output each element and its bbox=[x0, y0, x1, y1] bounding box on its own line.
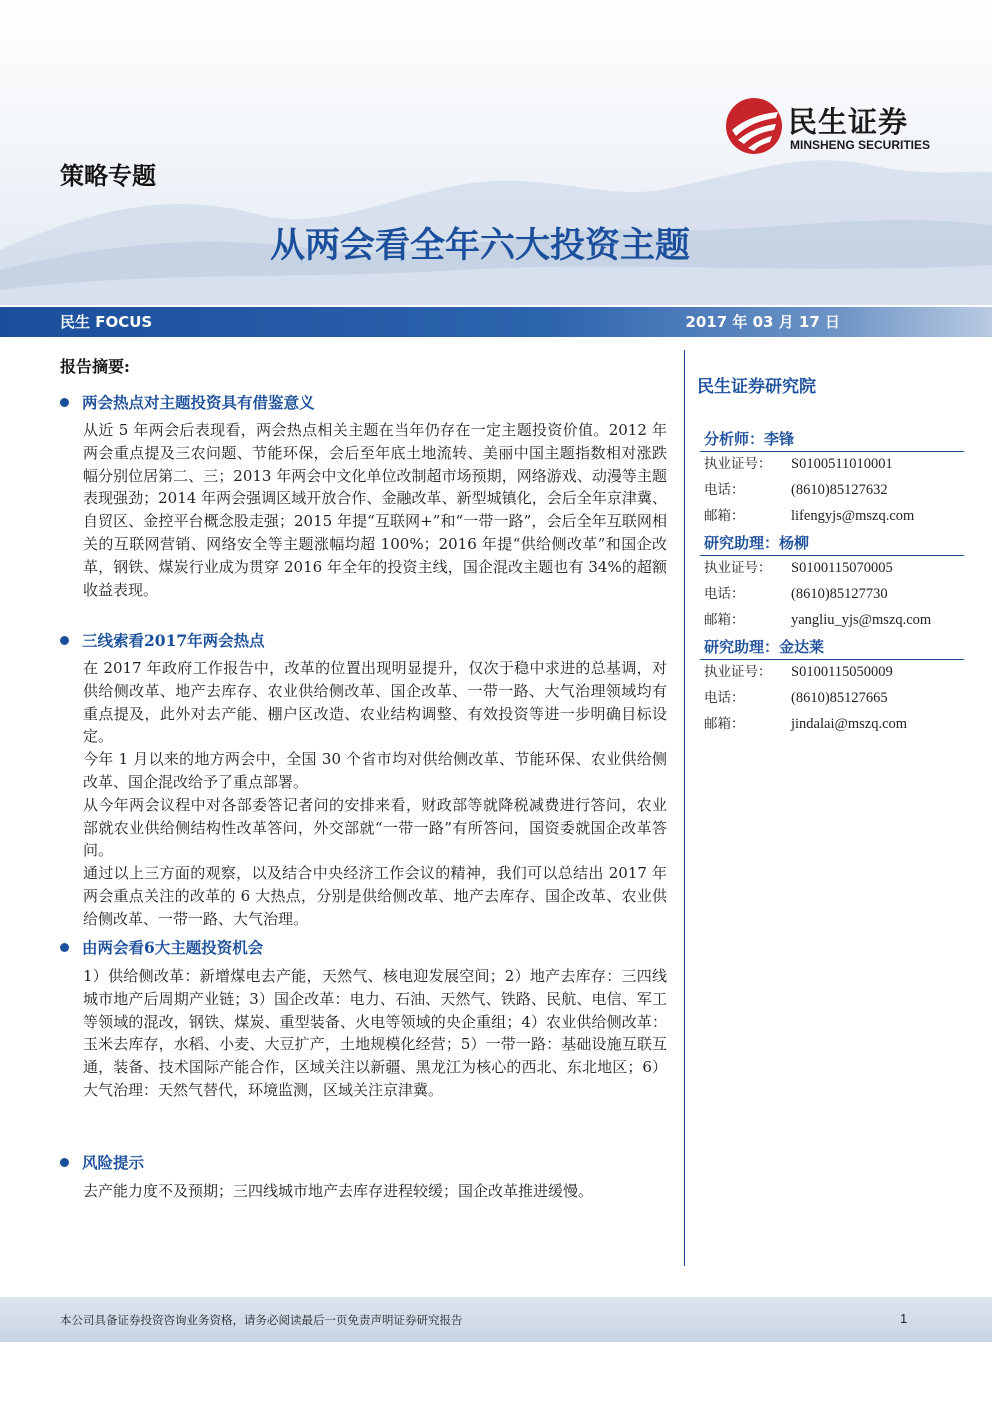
section-heading: 由两会看6大主题投资机会 bbox=[60, 937, 263, 959]
analyst-role: 分析师：李锋 bbox=[700, 428, 964, 452]
focus-label: 民生 FOCUS bbox=[60, 313, 153, 331]
brand-logo bbox=[724, 96, 964, 158]
license-row: 执业证号： S0100115050009 bbox=[704, 664, 893, 680]
analyst-card bbox=[700, 532, 964, 633]
abstract-heading: 报告摘要: bbox=[60, 357, 130, 376]
analyst-role: 研究助理：金达莱 bbox=[700, 636, 964, 660]
section-heading: 两会热点对主题投资具有借鉴意义 bbox=[60, 392, 315, 414]
analyst-card bbox=[700, 428, 964, 529]
research-institute: 民生证券研究院 bbox=[697, 377, 816, 397]
section-body bbox=[83, 657, 667, 931]
email-row[interactable]: 邮箱： lifengyjs@mszq.com bbox=[700, 504, 964, 530]
report-category: 策略专题 bbox=[60, 162, 156, 190]
paragraph: 从今年两会议程中对各部委答记者问的安排来看，财政部等就降税减费进行答问，农业部就农业供给侧结构性改革答问，外交部就“一带一路”有所答问，国资委就国企改革答问。 bbox=[83, 795, 667, 860]
email-row[interactable]: 邮箱： jindalai@mszq.com bbox=[700, 712, 964, 738]
license-row: 执业证号： S0100115070005 bbox=[704, 560, 893, 576]
email-link[interactable]: yangliu_yjs@mszq.com bbox=[791, 611, 932, 628]
logo-emblem-icon bbox=[724, 96, 784, 156]
focus-bar bbox=[0, 307, 992, 337]
phone-row: 电话： (8610)85127632 bbox=[704, 481, 888, 498]
report-title: 从两会看全年六大投资主题 bbox=[269, 226, 690, 266]
phone-row: 电话： (8610)85127730 bbox=[704, 585, 888, 602]
section-body bbox=[83, 1180, 667, 1203]
page-number: 1 bbox=[900, 1311, 908, 1326]
phone-row: 电话： (8610)85127665 bbox=[704, 689, 888, 706]
section-body bbox=[83, 965, 667, 1102]
email-link[interactable]: lifengyjs@mszq.com bbox=[791, 507, 915, 524]
paragraph: 在 2017 年政府工作报告中，改革的位置出现明显提升，仅次于稳中求进的总基调，对供给侧改革、地产去库存、农业供给侧改革、国企改革、一带一路、大气治理领域均有重点提及，此外对去产能、棚户区改造、农业结构调整、有效投资等进一步明确目标设定。 bbox=[83, 659, 667, 746]
analyst-role: 研究助理：杨柳 bbox=[700, 532, 964, 556]
paragraph: 今年 1 月以来的地方两会中，全国 30 个省市均对供给侧改革、节能环保、农业供给侧改革、国企混改给予了重点部署。 bbox=[83, 750, 667, 791]
column-divider bbox=[684, 350, 685, 1266]
paragraph: 1）供给侧改革：新增煤电去产能，天然气、核电迎发展空间；2）地产去库存：三四线城市地产后周期产业链；3）国企改革：电力、石油、天然气、铁路、民航、电信、军工等领域的混改，钢铁、煤炭、重型装备、火电等领域的央企重组；4）农业供给侧改革：玉米去库存，水稻、小麦、大豆扩产，土地规模化经营；5）一带一路：基础设施互联互通，装备、技术国际产能合作，区域关注以新疆、黑龙江为核心的西北、东北地区；6）大气治理：天然气替代，环境监测，区域关注京津冀。 bbox=[83, 967, 667, 1099]
email-row[interactable]: 邮箱： yangliu_yjs@mszq.com bbox=[700, 608, 964, 634]
analyst-card bbox=[700, 636, 964, 737]
bullet-icon bbox=[60, 1158, 69, 1167]
section-heading: 风险提示 bbox=[60, 1152, 144, 1174]
section-heading: 三线索看2017年两会热点 bbox=[60, 630, 265, 652]
bullet-icon bbox=[60, 398, 69, 407]
paragraph: 从近 5 年两会后表现看，两会热点相关主题在当年仍存在一定主题投资价值。2012 年两会重点提及三农问题、节能环保，会后至年底土地流转、美丽中国主题指数相对涨跌幅分别位居第二、三；2013 年两会中文化单位改制超市场预期，网络游戏、动漫等主题表现强劲；2014 年两会强调区域开放合作、金融改革、新型城镇化，会后全年京津冀、自贸区、金控平台概念股走强；2015 年提“互联网+”和“一带一路”，会后全年互联网相关的互联网营销、网络安全等主题涨幅均超 100%；2016 年提“供给侧改革”和国企改革，钢铁、煤炭行业成为贯穿 2016 年全年的投资主线，国企混改主题也有 34%的超额收益表现。 bbox=[83, 421, 667, 599]
bullet-icon bbox=[60, 636, 69, 645]
page-footer bbox=[0, 1297, 992, 1342]
report-date: 2017 年 03 月 17 日 bbox=[685, 313, 840, 331]
email-link[interactable]: jindalai@mszq.com bbox=[791, 715, 908, 732]
logo-name-cn: 民生证券 bbox=[788, 105, 909, 139]
paragraph: 去产能力度不及预期；三四线城市地产去库存进程较缓；国企改革推进缓慢。 bbox=[83, 1182, 594, 1200]
section-body bbox=[83, 419, 667, 601]
paragraph: 通过以上三方面的观察，以及结合中央经济工作会议的精神，我们可以总结出 2017 年两会重点关注的改革的 6 大热点，分别是供给侧改革、地产去库存、国企改革、农业供给侧改革、一带一路、大气治理。 bbox=[83, 864, 667, 928]
bullet-icon bbox=[60, 943, 69, 952]
footer-disclaimer: 本公司具备证券投资咨询业务资格，请务必阅读最后一页免责声明证券研究报告 bbox=[60, 1313, 463, 1327]
logo-name-en: MINSHENG SECURITIES bbox=[790, 138, 931, 152]
license-row: 执业证号： S0100511010001 bbox=[704, 456, 893, 472]
